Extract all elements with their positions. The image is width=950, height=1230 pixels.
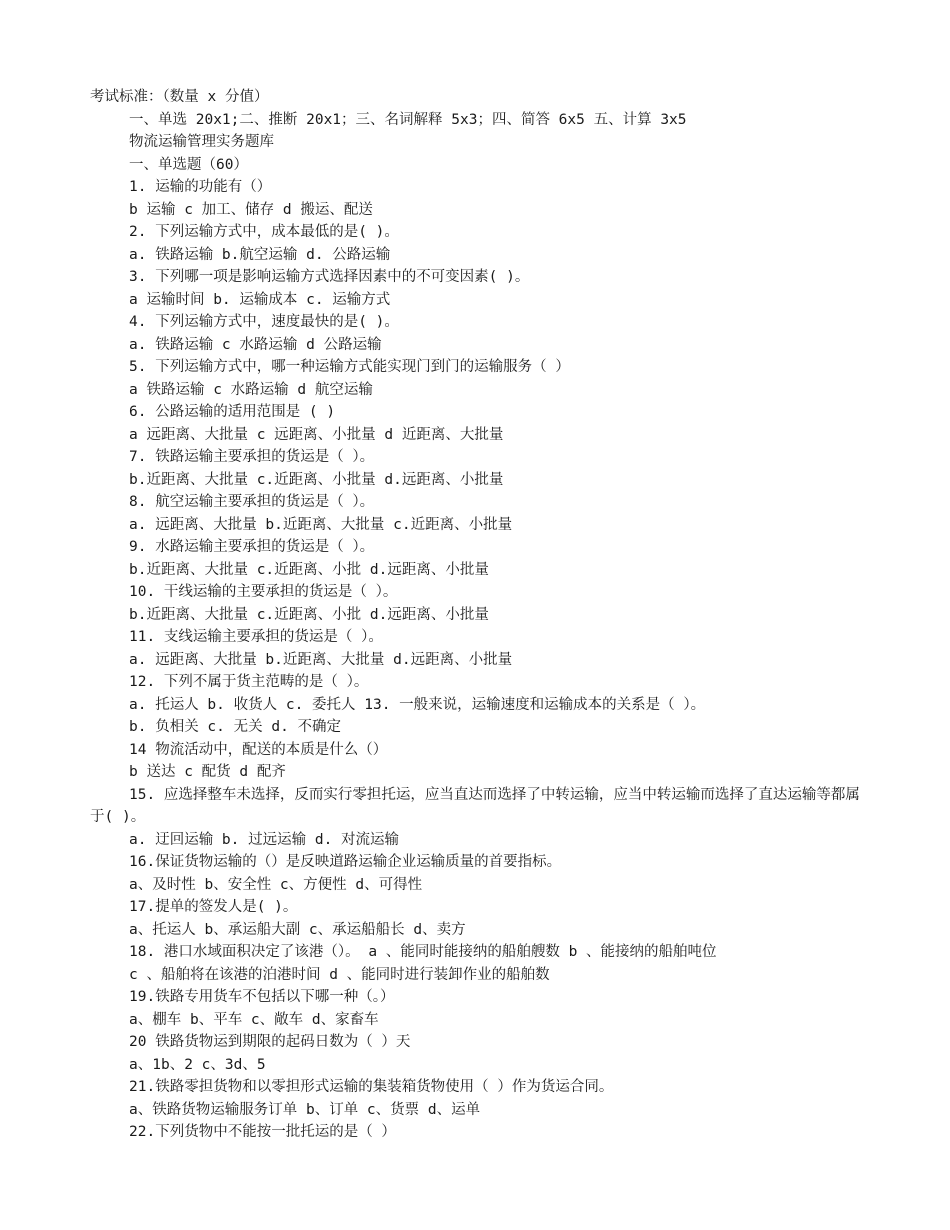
text-line: a. 铁路运输 c 水路运输 d 公路运输	[129, 336, 382, 353]
text-line: 22.下列货物中不能按一批托运的是（ ）	[129, 1124, 396, 1140]
text-line: a 铁路运输 c 水路运输 d 航空运输	[129, 381, 373, 398]
text-line: 19.铁路专用货车不包括以下哪一种（。）	[129, 989, 395, 1005]
exam-standard-line: 考试标准：（数量 x 分值）	[90, 89, 269, 105]
text-line: a、1b、2 c、3d、5	[129, 1056, 266, 1073]
text-line: 5. 下列运输方式中，哪一种运输方式能实现门到门的运输服务（ ）	[129, 359, 570, 375]
text-line: b 运输 c 加工、储存 d 搬运、配送	[129, 201, 373, 218]
text-line: 1. 运输的功能有（）	[129, 179, 272, 195]
text-line: 4. 下列运输方式中，速度最快的是( )。	[129, 314, 399, 330]
text-line: c 、船舶将在该港的泊港时间 d 、能同时进行装卸作业的船舶数	[129, 966, 550, 983]
text-line: 3. 下列哪一项是影响运输方式选择因素中的不可变因素( )。	[129, 269, 530, 285]
text-line: a. 托运人 b. 收货人 c. 委托人 13. 一般来说，运输速度和运输成本的关系是（ ）。	[129, 696, 706, 713]
text-line: 16.保证货物运输的（）是反映道路运输企业运输质量的首要指标。	[129, 854, 562, 870]
text-line: 6. 公路运输的适用范围是 ( )	[129, 404, 336, 420]
text-line: 2. 下列运输方式中，成本最低的是( )。	[129, 224, 399, 240]
text-line: 20 铁路货物运到期限的起码日数为（ ）天	[129, 1034, 411, 1050]
question-bank-title: 物流运输管理实务题库	[129, 134, 274, 150]
section-title: 一、单选题（60）	[129, 156, 248, 173]
text-line: a. 铁路运输 b.航空运输 d. 公路运输	[129, 246, 391, 263]
text-line: 10. 干线运输的主要承担的货运是（ ）。	[129, 584, 398, 600]
question-15-paragraph: 15. 应选择整车未选择，反而实行零担托运，应当直达而选择了中转运输，应当中转运输而选择了直达运输等都属于( )。	[90, 786, 860, 825]
text-line: a、及时性 b、安全性 c、方便性 d、可得性	[129, 876, 423, 893]
text-line: 7. 铁路运输主要承担的货运是（ ）。	[129, 449, 375, 465]
text-line: 18. 港口水域面积决定了该港（）。 a 、能同时能接纳的船舶艘数 b 、能接纳的船舶吨位	[129, 944, 717, 960]
text-line: a、棚车 b、平车 c、敞车 d、家畜车	[129, 1011, 379, 1028]
text-line: a. 远距离、大批量 b.近距离、大批量 c.近距离、小批量	[129, 516, 513, 533]
text-line: a、铁路货物运输服务订单 b、订单 c、货票 d、运单	[129, 1101, 481, 1118]
text-line: b.近距离、大批量 c.近距离、小批 d.远距离、小批量	[129, 561, 489, 578]
text-line: 11. 支线运输主要承担的货运是（ ）。	[129, 629, 383, 645]
text-line: b 送达 c 配货 d 配齐	[129, 764, 286, 780]
text-line: b.近距离、大批量 c.近距离、小批量 d.远距离、小批量	[129, 471, 504, 488]
text-line: 12. 下列不属于货主范畴的是（ ）。	[129, 674, 369, 690]
text-line: 21.铁路零担货物和以零担形式运输的集装箱货物使用（ ）作为货运合同。	[129, 1079, 614, 1095]
text-line: b. 负相关 c. 无关 d. 不确定	[129, 719, 342, 735]
text-line: 14 物流活动中，配送的本质是什么（）	[129, 741, 388, 758]
text-line: a、托运人 b、承运船大副 c、承运船船长 d、卖方	[129, 921, 466, 938]
text-line: 9. 水路运输主要承担的货运是（ ）。	[129, 539, 375, 555]
text-line: 17.提单的签发人是( )。	[129, 899, 298, 915]
text-line: a 远距离、大批量 c 远距离、小批量 d 近距离、大批量	[129, 426, 504, 443]
text-line: a. 远距离、大批量 b.近距离、大批量 d.远距离、小批量	[129, 651, 513, 668]
text-line: b.近距离、大批量 c.近距离、小批 d.远距离、小批量	[129, 606, 489, 623]
text-line: a. 迂回运输 b. 过远运输 d. 对流运输	[129, 831, 400, 848]
score-breakdown-line: 一、单选 20x1;二、推断 20x1；三、名词解释 5x3；四、简答 6x5 五、计算 3x5	[129, 111, 687, 128]
text-line: a 运输时间 b. 运输成本 c. 运输方式	[129, 291, 391, 308]
text-line: 8. 航空运输主要承担的货运是（ ）。	[129, 494, 375, 510]
